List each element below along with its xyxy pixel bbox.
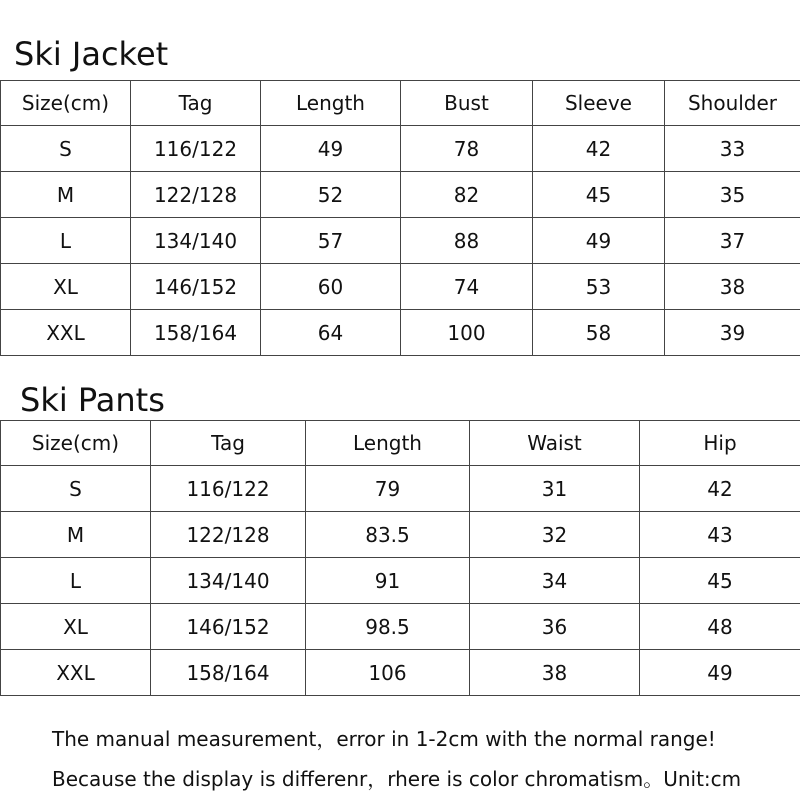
table-cell: 58 bbox=[533, 310, 665, 356]
table-cell: 53 bbox=[533, 264, 665, 310]
table-cell: L bbox=[1, 218, 131, 264]
header-cell: Bust bbox=[401, 81, 533, 126]
table-cell: 91 bbox=[306, 558, 470, 604]
table-cell: 35 bbox=[665, 172, 800, 218]
table-cell: 98.5 bbox=[306, 604, 470, 650]
measurement-note: The manual measurement，error in 1-2cm with the normal range! bbox=[52, 727, 716, 751]
table-cell: 37 bbox=[665, 218, 800, 264]
table-cell: 38 bbox=[470, 650, 640, 696]
header-cell: Tag bbox=[151, 421, 306, 466]
table-header-row bbox=[1, 81, 800, 126]
table-cell: 78 bbox=[401, 126, 533, 172]
ski-pants-size-table bbox=[0, 420, 800, 696]
table-cell: 45 bbox=[640, 558, 800, 604]
table-row bbox=[1, 466, 800, 512]
table-cell: 106 bbox=[306, 650, 470, 696]
table-cell: 83.5 bbox=[306, 512, 470, 558]
header-cell: Tag bbox=[131, 81, 261, 126]
table-cell: S bbox=[1, 466, 151, 512]
table-cell: 158/164 bbox=[131, 310, 261, 356]
table-cell: 48 bbox=[640, 604, 800, 650]
table-cell: 49 bbox=[261, 126, 401, 172]
table-row bbox=[1, 218, 800, 264]
table-cell: M bbox=[1, 172, 131, 218]
table-cell: 49 bbox=[640, 650, 800, 696]
table-cell: 74 bbox=[401, 264, 533, 310]
ski-jacket-size-table bbox=[0, 80, 800, 356]
table-cell: XL bbox=[1, 264, 131, 310]
table-row bbox=[1, 650, 800, 696]
header-cell: Shoulder bbox=[665, 81, 800, 126]
table-cell: 42 bbox=[533, 126, 665, 172]
table-cell: 31 bbox=[470, 466, 640, 512]
header-cell: Size(cm) bbox=[1, 421, 151, 466]
table-cell: M bbox=[1, 512, 151, 558]
ski-pants-title: Ski Pants bbox=[20, 381, 165, 419]
table-cell: S bbox=[1, 126, 131, 172]
table-cell: 82 bbox=[401, 172, 533, 218]
color-unit-note: Because the display is differenr，rhere is color chromatism。Unit:cm bbox=[52, 767, 742, 791]
table-cell: 38 bbox=[665, 264, 800, 310]
table-cell: 146/152 bbox=[151, 604, 306, 650]
table-cell: 122/128 bbox=[131, 172, 261, 218]
table-cell: 49 bbox=[533, 218, 665, 264]
table-cell: 57 bbox=[261, 218, 401, 264]
table-cell: 39 bbox=[665, 310, 800, 356]
table-cell: 116/122 bbox=[151, 466, 306, 512]
table-cell: 33 bbox=[665, 126, 800, 172]
table-cell: 36 bbox=[470, 604, 640, 650]
table-cell: 32 bbox=[470, 512, 640, 558]
table-row bbox=[1, 126, 800, 172]
table-cell: 34 bbox=[470, 558, 640, 604]
table-cell: 100 bbox=[401, 310, 533, 356]
table-cell: 60 bbox=[261, 264, 401, 310]
header-cell: Hip bbox=[640, 421, 800, 466]
table-cell: 43 bbox=[640, 512, 800, 558]
table-cell: 146/152 bbox=[131, 264, 261, 310]
header-cell: Size(cm) bbox=[1, 81, 131, 126]
header-cell: Length bbox=[261, 81, 401, 126]
table-cell: 134/140 bbox=[131, 218, 261, 264]
table-row bbox=[1, 558, 800, 604]
table-cell: 42 bbox=[640, 466, 800, 512]
ski-jacket-title: Ski Jacket bbox=[14, 35, 169, 73]
table-cell: 116/122 bbox=[131, 126, 261, 172]
header-cell: Sleeve bbox=[533, 81, 665, 126]
table-cell: 52 bbox=[261, 172, 401, 218]
table-cell: 45 bbox=[533, 172, 665, 218]
table-cell: 64 bbox=[261, 310, 401, 356]
table-cell: 79 bbox=[306, 466, 470, 512]
table-cell: 122/128 bbox=[151, 512, 306, 558]
header-cell: Length bbox=[306, 421, 470, 466]
table-row bbox=[1, 264, 800, 310]
table-cell: XXL bbox=[1, 310, 131, 356]
table-row bbox=[1, 172, 800, 218]
table-cell: 158/164 bbox=[151, 650, 306, 696]
table-cell: 88 bbox=[401, 218, 533, 264]
table-cell: XXL bbox=[1, 650, 151, 696]
table-cell: L bbox=[1, 558, 151, 604]
table-row bbox=[1, 310, 800, 356]
table-cell: 134/140 bbox=[151, 558, 306, 604]
table-row bbox=[1, 512, 800, 558]
table-header-row bbox=[1, 421, 800, 466]
header-cell: Waist bbox=[470, 421, 640, 466]
table-row bbox=[1, 604, 800, 650]
table-cell: XL bbox=[1, 604, 151, 650]
